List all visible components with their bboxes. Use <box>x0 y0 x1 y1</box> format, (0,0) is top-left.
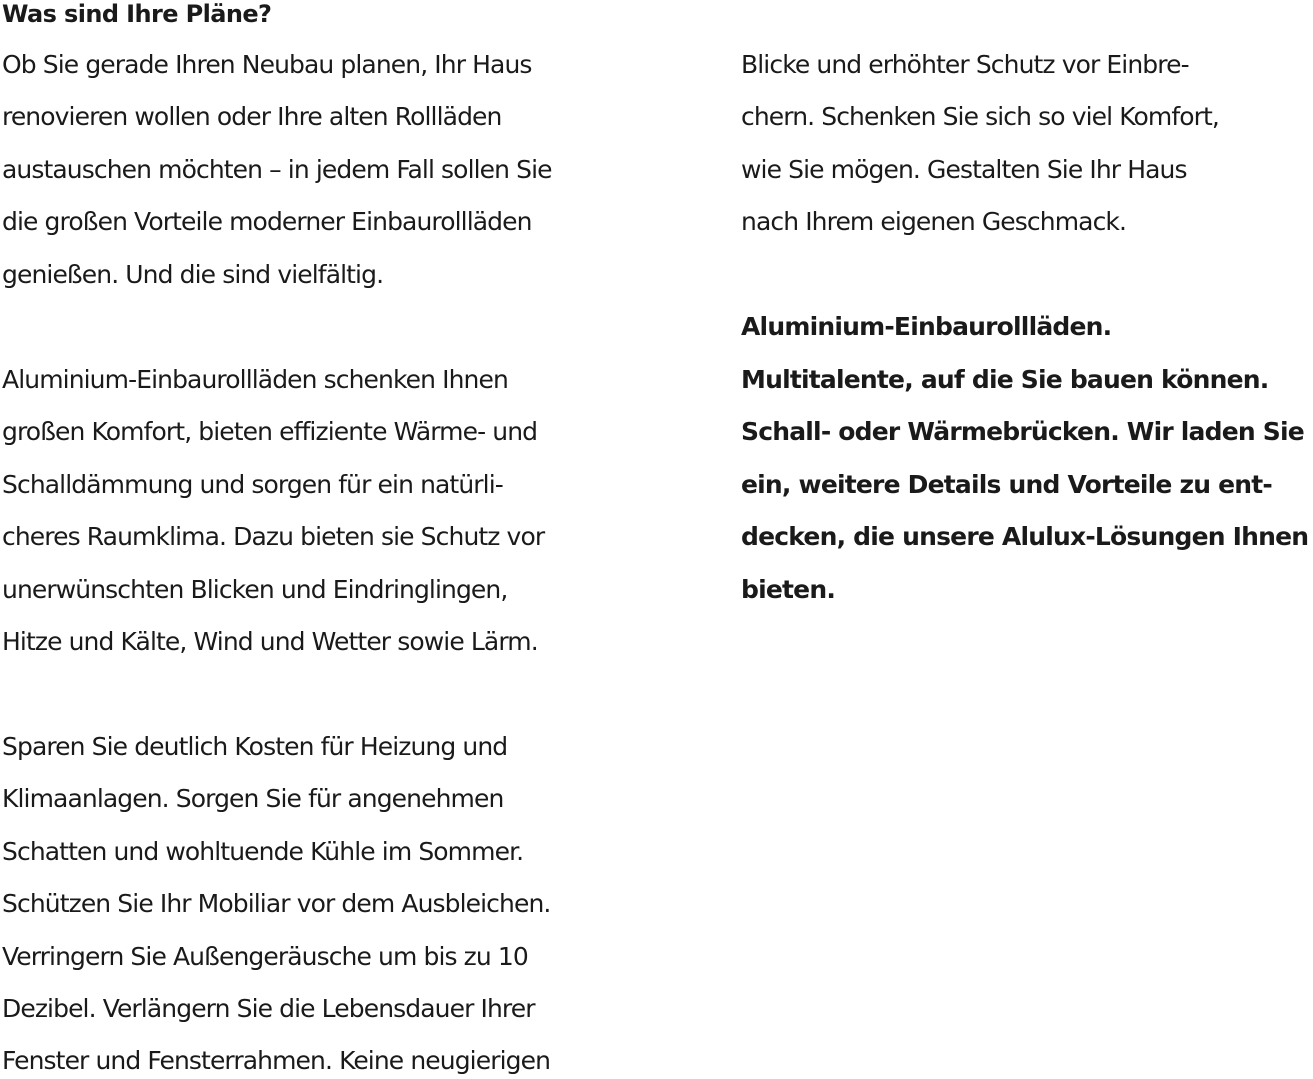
text-line: Schalldämmung und sorgen für ein natürli- <box>2 470 503 499</box>
text-line: wie Sie mögen. Gestalten Sie Ihr Haus <box>741 155 1187 184</box>
text-line: chern. Schenken Sie sich so viel Komfort, <box>741 102 1219 131</box>
text-line: Sparen Sie deutlich Kosten für Heizung und <box>2 732 508 761</box>
text-line: Dezibel. Verlängern Sie die Lebensdauer Ihrer <box>2 994 535 1023</box>
text-line: die großen Vorteile moderner Einbaurollläden <box>2 207 532 236</box>
text-line: nach Ihrem eigenen Geschmack. <box>741 207 1127 236</box>
text-line: Fenster und Fensterrahmen. Keine neugierigen <box>2 1046 551 1075</box>
text-line: Hitze und Kälte, Wind und Wetter sowie Lärm. <box>2 627 538 656</box>
bold-text-line: ein, weitere Details und Vorteile zu ent- <box>741 470 1273 499</box>
bold-text-line: Multitalente, auf die Sie bauen können. <box>741 365 1269 394</box>
text-line: Blicke und erhöhter Schutz vor Einbre- <box>741 50 1189 79</box>
bold-text-line: Aluminium-Einbaurollläden. <box>741 312 1112 341</box>
text-line: genießen. Und die sind vielfältig. <box>2 260 384 289</box>
text-line: cheres Raumklima. Dazu bieten sie Schutz vor <box>2 522 545 551</box>
text-line: Schatten und wohltuende Kühle im Sommer. <box>2 837 524 866</box>
text-line: unerwünschten Blicken und Eindringlingen, <box>2 575 508 604</box>
text-line: Verringern Sie Außengeräusche um bis zu 10 <box>2 942 528 971</box>
text-line: Schützen Sie Ihr Mobiliar vor dem Ausbleichen. <box>2 889 551 918</box>
text-line: Ob Sie gerade Ihren Neubau planen, Ihr Haus <box>2 50 532 79</box>
bold-text-line: Schall- oder Wärmebrücken. Wir laden Sie <box>741 417 1304 446</box>
text-line: großen Komfort, bieten effiziente Wärme- und <box>2 417 538 446</box>
text-line: renovieren wollen oder Ihre alten Rollläden <box>2 102 502 131</box>
text-line: Klimaanlagen. Sorgen Sie für angenehmen <box>2 784 504 813</box>
text-line: Aluminium-Einbaurollläden schenken Ihnen <box>2 365 508 394</box>
bold-text-line: decken, die unsere Alulux-Lösungen Ihnen <box>741 522 1309 551</box>
bold-text-line: bieten. <box>741 575 836 604</box>
text-line: austauschen möchten – in jedem Fall sollen Sie <box>2 155 552 184</box>
section-heading: Was sind Ihre Pläne? <box>2 0 272 28</box>
